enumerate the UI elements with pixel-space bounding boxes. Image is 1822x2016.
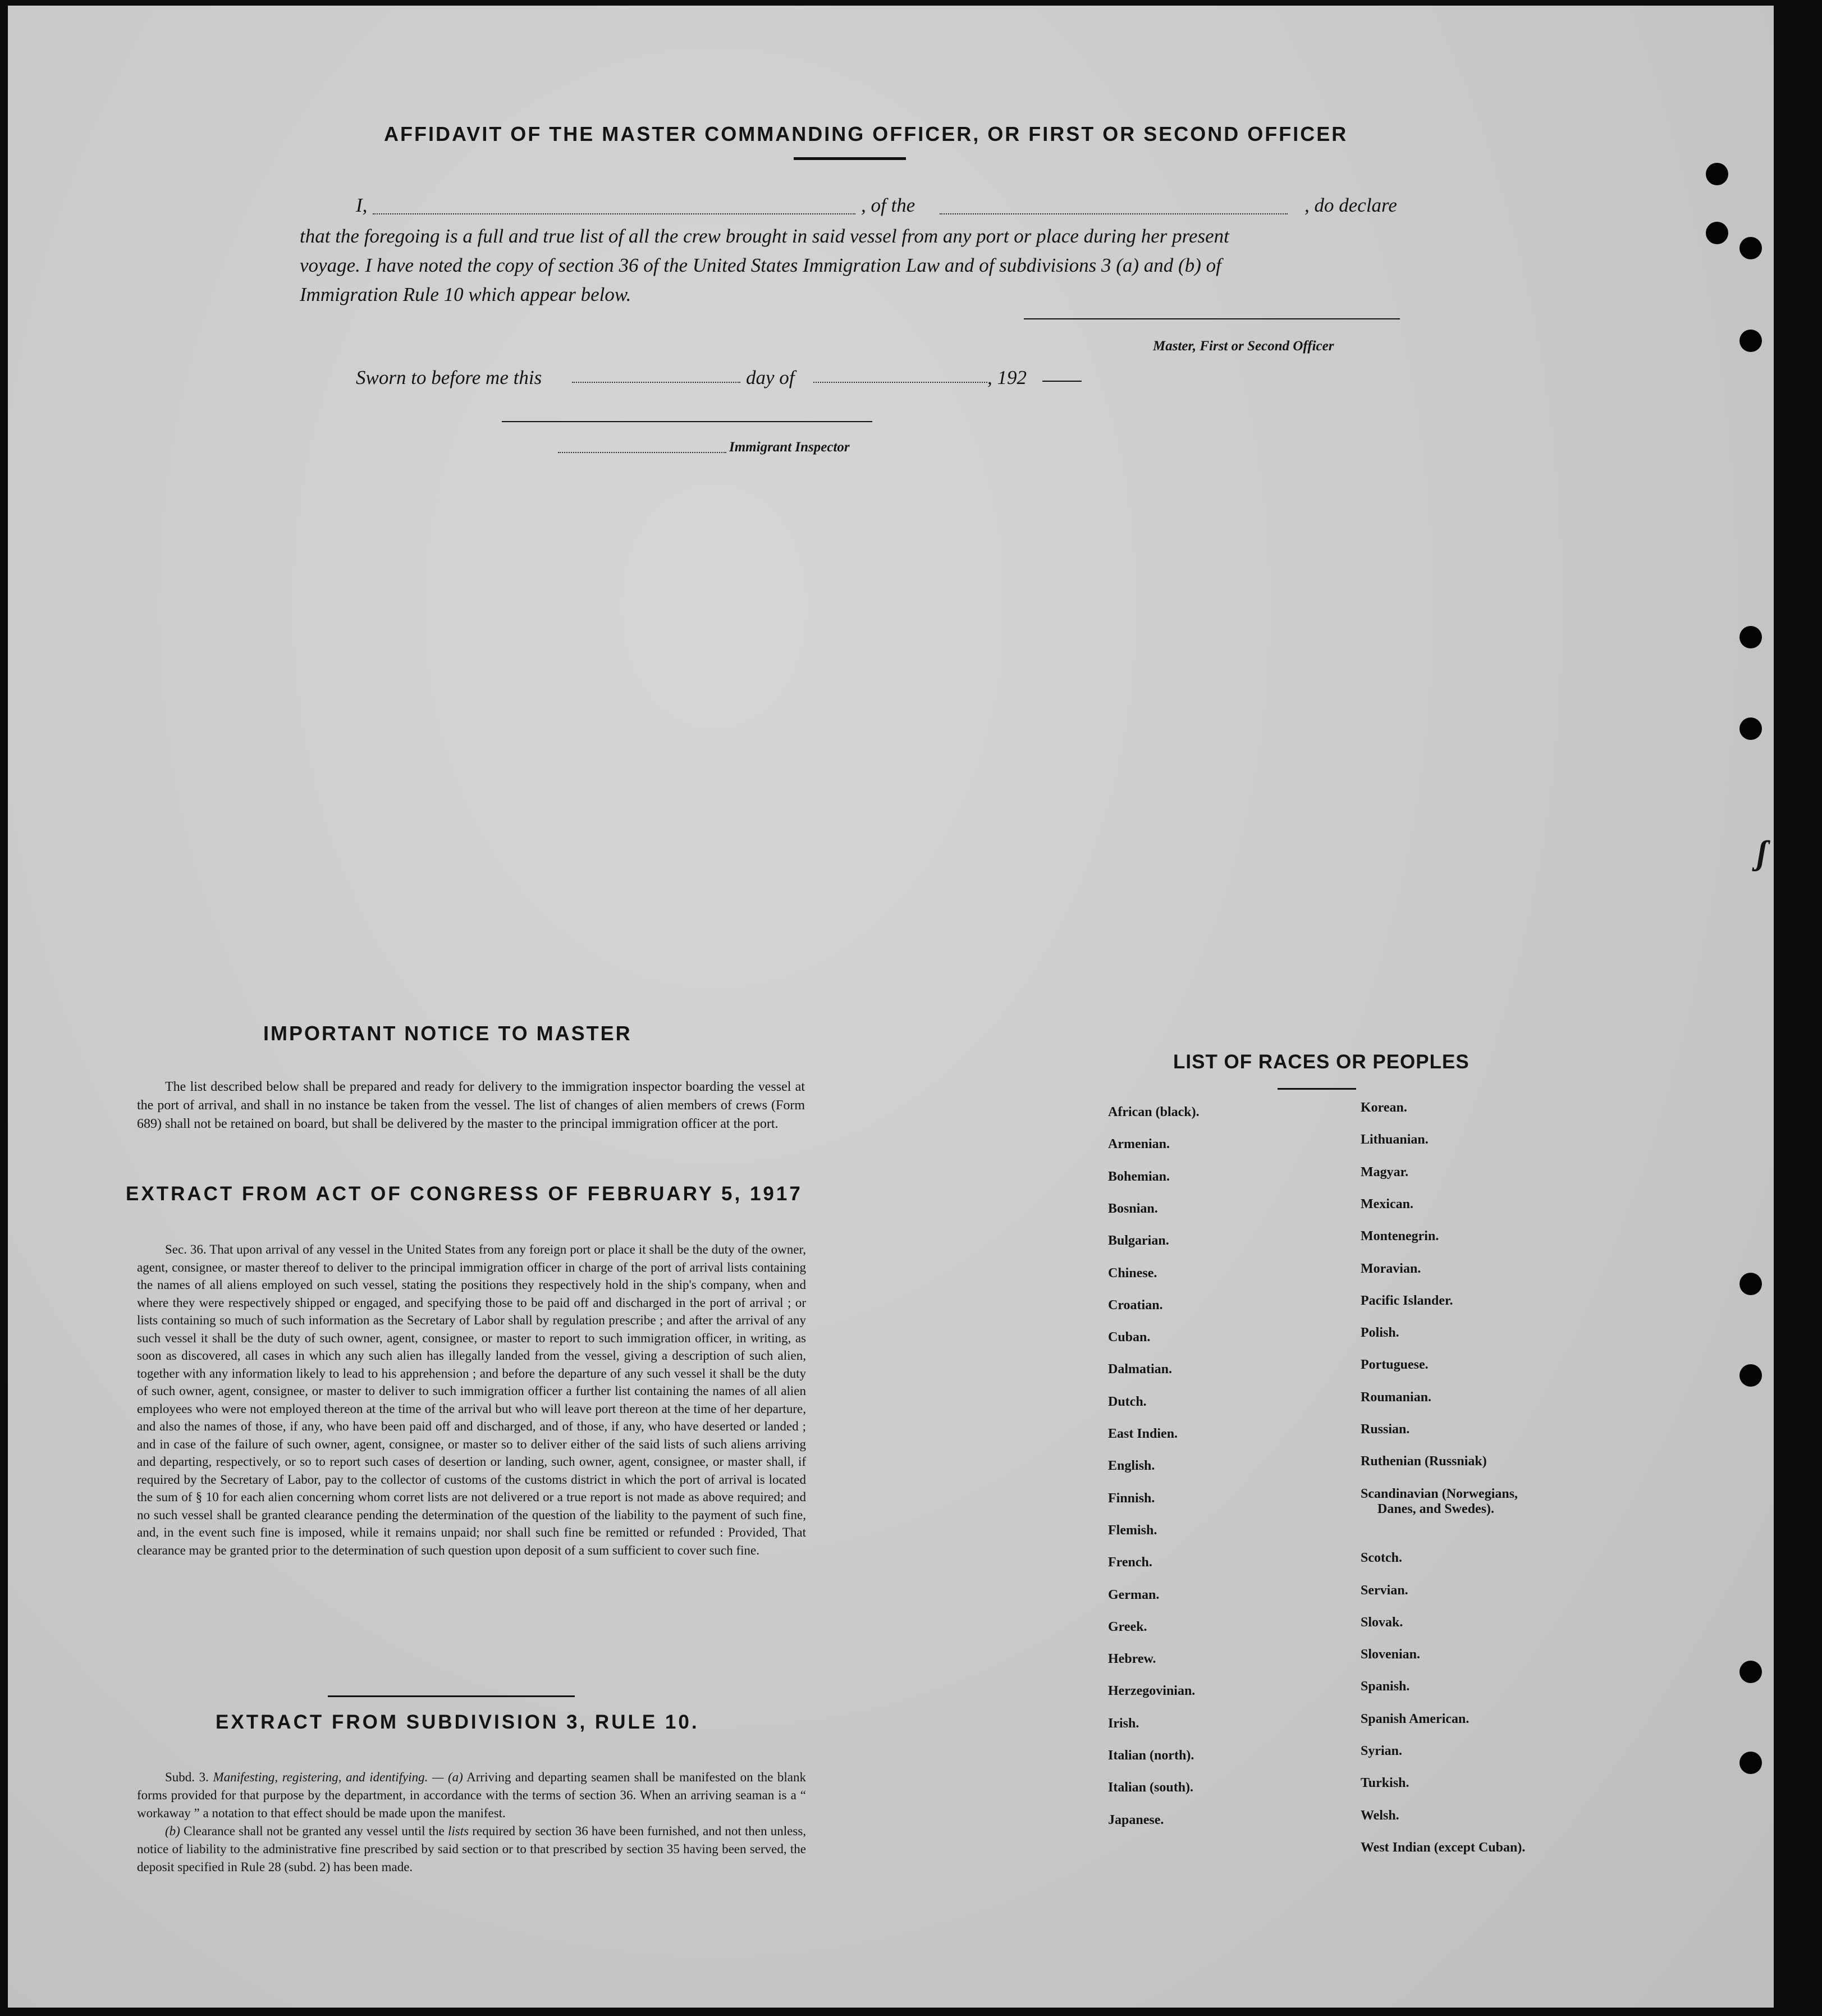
para-a-text: Arriving and departing seamen shall be manifested on the blank forms provided for that purpose by the department, in accordance with the terms of section 36. When an arriving seaman is a “ workaway ” a notation to that effect should be made upon the manifest. [137,1770,806,1820]
race-item: English. [1108,1459,1155,1474]
punch-hole [1706,222,1728,244]
race-item: Hebrew. [1108,1652,1156,1667]
rule-extract-title: EXTRACT FROM SUBDIVISION 3, RULE 10. [216,1711,699,1733]
affidavit-line-3: voyage. I have noted the copy of section 36 of the United States Immigration Law and of subdivisions 3 (a) and (b) of [300,254,1221,276]
para-b-text-1: Clearance shall not be granted any vessel until the [184,1824,445,1838]
race-item: Syrian. [1361,1744,1403,1758]
race-item: German. [1108,1587,1160,1602]
race-item: Armenian. [1108,1137,1170,1152]
race-item: Moravian. [1361,1261,1421,1276]
sworn-month-field[interactable] [813,382,987,383]
race-item: Spanish. [1361,1679,1410,1694]
race-item: Flemish. [1108,1523,1157,1538]
race-item: Dalmatian. [1108,1362,1172,1377]
race-item: Pacific Islander. [1361,1293,1453,1308]
master-signature-line[interactable] [1024,318,1400,319]
affidavit-i-label: I, [356,194,368,216]
affidavit-title-underline [794,157,906,160]
race-item: Japanese. [1108,1812,1164,1827]
rule-paragraph-b [137,1822,806,1876]
race-item: Slovak. [1361,1615,1403,1630]
day-of-label: day of [746,367,795,388]
punch-hole [1739,1752,1762,1774]
race-item: West Indian (except Cuban). [1361,1840,1526,1855]
race-item: Bosnian. [1108,1201,1158,1216]
race-item: Danes, and Swedes). [1377,1501,1495,1516]
race-item: Bulgarian. [1108,1233,1169,1249]
race-item: Magyar. [1361,1164,1409,1180]
race-item: Mexican. [1361,1196,1413,1212]
affidavit-of-the-label: , of the [861,194,915,216]
races-title-underline [1278,1088,1356,1090]
race-item: Bohemian. [1108,1169,1170,1184]
affidavit-name-field[interactable] [373,213,855,214]
race-item: Finnish. [1108,1491,1155,1506]
race-item: French. [1108,1555,1152,1570]
race-item: Montenegrin. [1361,1229,1439,1244]
punch-hole [1706,163,1728,185]
race-item: Greek. [1108,1619,1147,1634]
race-item: Servian. [1361,1583,1408,1598]
year-prefix-label: , 192 [987,367,1027,388]
notice-title: IMPORTANT NOTICE TO MASTER [263,1022,632,1045]
para-b-text-2: required by section 36 have been furnished, and not then unless, notice of liability to the administrative fine prescribed by said section or to that prescribed by section 35 having been served, the deposit specified in Rule 28 (subd. 2) has been made. [137,1824,807,1874]
punch-hole [1739,1273,1762,1295]
punch-hole [1739,330,1762,352]
subd-heading: Manifesting, registering, and identifying. [213,1770,428,1784]
para-b-lists: lists [448,1824,469,1838]
affidavit-vessel-field[interactable] [940,213,1288,214]
race-item: Croatian. [1108,1297,1163,1313]
punch-hole [1739,237,1762,259]
affidavit-line-4: Immigration Rule 10 which appear below. [300,284,631,305]
race-item: Herzegovinian. [1108,1684,1196,1699]
punch-hole [1739,626,1762,648]
punch-hole [1739,1661,1762,1683]
rule-paragraph-a [137,1768,806,1822]
rule-text [137,1768,806,1876]
sworn-day-field[interactable] [572,382,740,383]
punch-hole [1739,1364,1762,1387]
affidavit-do-declare-label: , do declare [1304,194,1397,216]
race-item: Russian. [1361,1422,1410,1437]
section-divider [328,1695,575,1697]
race-item: Ruthenian (Russniak) [1361,1454,1487,1469]
master-signature-caption: Master, First or Second Officer [1153,339,1334,354]
race-item: Italian (south). [1108,1780,1194,1795]
punch-hole [1739,717,1762,740]
inspector-signature-line[interactable] [502,421,872,422]
act-section-36-text: Sec. 36. That upon arrival of any vessel in the United States from any foreign port or place it shall be the duty of the owner, agent, consignee, or master thereof to deliver to the principal immigration officer in charge of the port of arrival lists containing the names of all aliens employed on such vessel, stating the positions they respectively hold in the ship's company, when and where they were respectively shipped or engaged, and specifying those to be paid off and discharged in the port of arrival ; or lists containing so much of such information as the Secretary of Labor shall by regulation prescribe ; and after the arrival of any such vessel it shall be the duty of such owner, agent, consignee, or master to report to such immigration officer, in writing, as soon as discovered, all cases in which any such alien has illegally landed from the vessel, giving a description of such alien, together with any information likely to lead to his apprehension ; and before the departure of any such vessel it shall be the duty of such owner, agent, consignee, or master to deliver to such immigration officer a further list containing the names of all alien employees who were not employed thereon at the time of the arrival but who will leave port thereon at the time of her departure, and also the names of those, if any, who have been paid off and discharged, and of those, if any, who have deserted or landed ; and in case of the failure of such owner, agent, consignee, or master so to deliver either of the said lists of such aliens arriving and departing, respectively, or so to report such cases of desertion or landing, such owner, agent, consignee, or master shall, if required by the Secretary of Labor, pay to the collector of customs of the customs district in which the port of arrival is located the sum of § 10 for each alien concerning whom corret lists are not delivered or a true report is not made as above required; and no such vessel shall be granted clearance pending the determination of the question of the liability to the payment of such fine, and, in the event such fine is imposed, while it remains unpaid; nor shall such fine be remitted or refunded : Provided, That clearance may be granted prior to the determination of such question upon deposit of a sum sufficient to cover such fine. [137,1242,806,1557]
race-item: Spanish American. [1361,1711,1469,1726]
race-item: Korean. [1361,1100,1407,1115]
para-b-marker: (b) [165,1824,180,1838]
subd-label: Subd. 3. [165,1770,209,1784]
races-title: LIST OF RACES OR PEOPLES [1173,1051,1469,1073]
race-item: Cuban. [1108,1330,1151,1345]
race-item: Welsh. [1361,1808,1399,1823]
race-item: Lithuanian. [1361,1132,1429,1148]
affidavit-line-2: that the foregoing is a full and true list of all the crew brought in said vessel from any port or place during her present [300,225,1229,247]
sworn-year-field[interactable] [1042,381,1082,382]
race-item: Portuguese. [1361,1357,1429,1373]
notice-text: The list described below shall be prepared and ready for delivery to the immigration inspector boarding the vessel at the port of arrival, and shall in no instance be taken from the vessel. The list of changes of alien members of crews (Form 689) shall not be retained on board, but shall be delivered by the master to the principal immigration officer at the port. [137,1080,805,1131]
race-item: Scandinavian (Norwegians, [1361,1486,1518,1501]
race-item: Polish. [1361,1325,1399,1341]
race-item: African (black). [1108,1105,1200,1119]
race-item: Irish. [1108,1716,1139,1731]
race-item: Roumanian. [1361,1389,1432,1405]
race-item: Turkish. [1361,1776,1409,1791]
inspector-name-field[interactable] [558,452,726,453]
para-a-marker: — (a) [432,1770,463,1784]
inspector-caption: Immigrant Inspector [729,440,850,455]
race-item: Chinese. [1108,1265,1157,1281]
race-item: Slovenian. [1361,1647,1421,1662]
sworn-before-label: Sworn to before me this [356,367,542,388]
race-item: Italian (north). [1108,1748,1194,1763]
race-item: Dutch. [1108,1394,1147,1409]
race-item: Scotch. [1361,1551,1402,1566]
race-item: East Indien. [1108,1427,1178,1441]
margin-mark: ʃ [1756,834,1768,871]
act-extract-title: EXTRACT FROM ACT OF CONGRESS OF FEBRUARY 5, 1917 [126,1183,803,1205]
affidavit-title: AFFIDAVIT OF THE MASTER COMMANDING OFFICER, OR FIRST OR SECOND OFFICER [384,122,1348,145]
document-page [8,6,1774,2008]
